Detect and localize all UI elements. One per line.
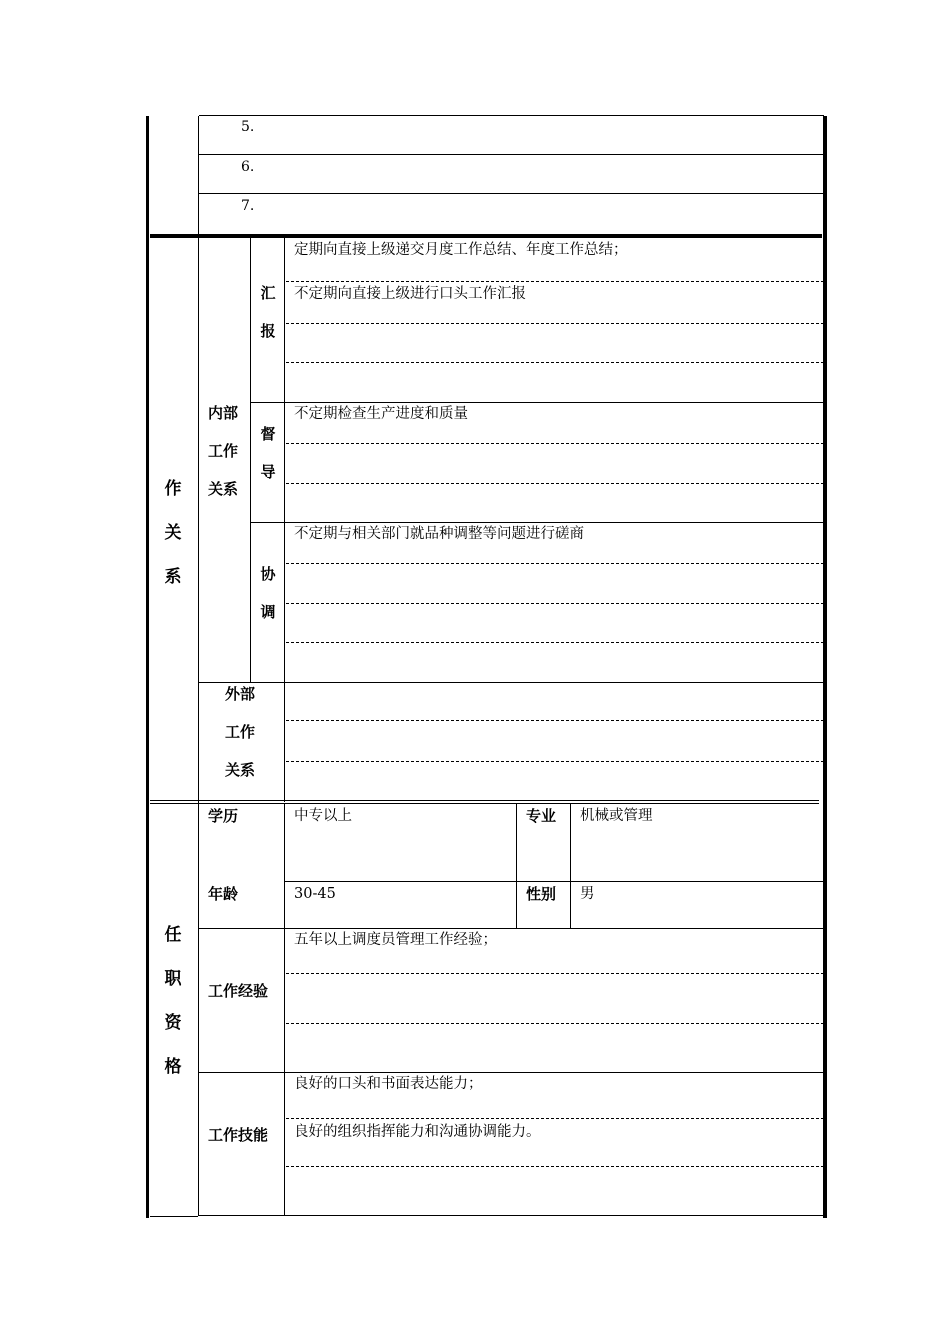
qualification-label-char: 格	[164, 1057, 182, 1077]
block-separator	[199, 682, 824, 683]
internal-label-line: 工作	[208, 442, 239, 460]
dashed-line	[286, 443, 824, 444]
dashed-line	[286, 1166, 824, 1167]
coordinate-label-char: 调	[260, 603, 276, 621]
col-divider-a	[198, 116, 199, 1216]
dashed-line	[286, 483, 824, 484]
col-divider-c-lower	[284, 804, 285, 1216]
qualification-label-char: 资	[164, 1013, 182, 1033]
supervise-label-char: 导	[260, 463, 276, 481]
dashed-line	[286, 720, 824, 721]
major-value: 机械或管理	[580, 808, 653, 824]
row-line	[199, 154, 824, 155]
report-label-char: 汇	[260, 284, 276, 302]
col-divider-c-upper	[284, 238, 285, 802]
dashed-line	[286, 1023, 824, 1024]
external-label-line: 工作	[225, 723, 256, 741]
experience-label: 工作经验	[208, 982, 269, 1000]
frame-bottom-border	[199, 1215, 824, 1216]
section-divider-double-bottom	[150, 803, 819, 804]
education-value: 中专以上	[294, 808, 352, 824]
external-label-line: 外部	[225, 685, 256, 703]
skills-line-1: 良好的口头和书面表达能力；	[294, 1076, 483, 1092]
dashed-line	[286, 362, 824, 363]
skills-label: 工作技能	[208, 1126, 269, 1144]
block-separator	[251, 402, 824, 403]
row-line	[285, 881, 824, 882]
supervise-label-char: 督	[260, 425, 276, 443]
numbered-item-6: 6.	[241, 159, 255, 175]
section-label-char: 作	[164, 479, 182, 499]
block-separator	[251, 522, 824, 523]
gender-label: 性别	[526, 885, 557, 903]
qualification-label-char: 任	[164, 925, 182, 945]
numbered-item-5: 5.	[241, 119, 255, 135]
experience-line-1: 五年以上调度员管理工作经验；	[294, 932, 497, 948]
dashed-line	[286, 323, 824, 324]
education-label: 学历	[208, 807, 239, 825]
age-value: 30-45	[294, 886, 336, 902]
section-label-char: 系	[164, 567, 182, 587]
skills-line-2: 良好的组织指挥能力和沟通协调能力。	[294, 1124, 541, 1140]
age-label: 年龄	[208, 885, 239, 903]
major-label: 专业	[526, 807, 557, 825]
dashed-line	[286, 563, 824, 564]
report-label-char: 报	[260, 322, 276, 340]
coordinate-line-1: 不定期与相关部门就品种调整等问题进行磋商	[294, 526, 584, 542]
external-label-line: 关系	[225, 761, 256, 779]
frame-left-border	[146, 116, 149, 1218]
frame-top-border	[199, 115, 824, 116]
qualification-label-char: 职	[164, 969, 182, 989]
dashed-line	[286, 281, 824, 282]
dashed-line	[286, 761, 824, 762]
dashed-line	[286, 603, 824, 604]
internal-label-line: 关系	[208, 480, 239, 498]
row-line	[199, 1072, 824, 1073]
report-line-1: 定期向直接上级递交月度工作总结、年度工作总结；	[294, 242, 628, 258]
row-line	[199, 928, 824, 929]
dashed-line	[286, 642, 824, 643]
col-divider-b	[250, 238, 251, 682]
gender-value: 男	[580, 886, 595, 902]
internal-label-line: 内部	[208, 404, 239, 422]
section-label-char: 关	[164, 523, 182, 543]
section-divider-thick	[150, 234, 822, 238]
row-line	[199, 193, 824, 194]
dashed-line	[286, 1118, 824, 1119]
col-divider-d	[516, 804, 517, 928]
section-divider-double-top	[150, 800, 819, 801]
dashed-line	[286, 973, 824, 974]
supervise-line-1: 不定期检查生产进度和质量	[294, 406, 468, 422]
frame-bottom-left-stub	[150, 1216, 198, 1217]
numbered-item-7: 7.	[241, 198, 255, 214]
coordinate-label-char: 协	[260, 565, 276, 583]
report-line-2: 不定期向直接上级进行口头工作汇报	[294, 286, 526, 302]
col-divider-e	[570, 804, 571, 928]
